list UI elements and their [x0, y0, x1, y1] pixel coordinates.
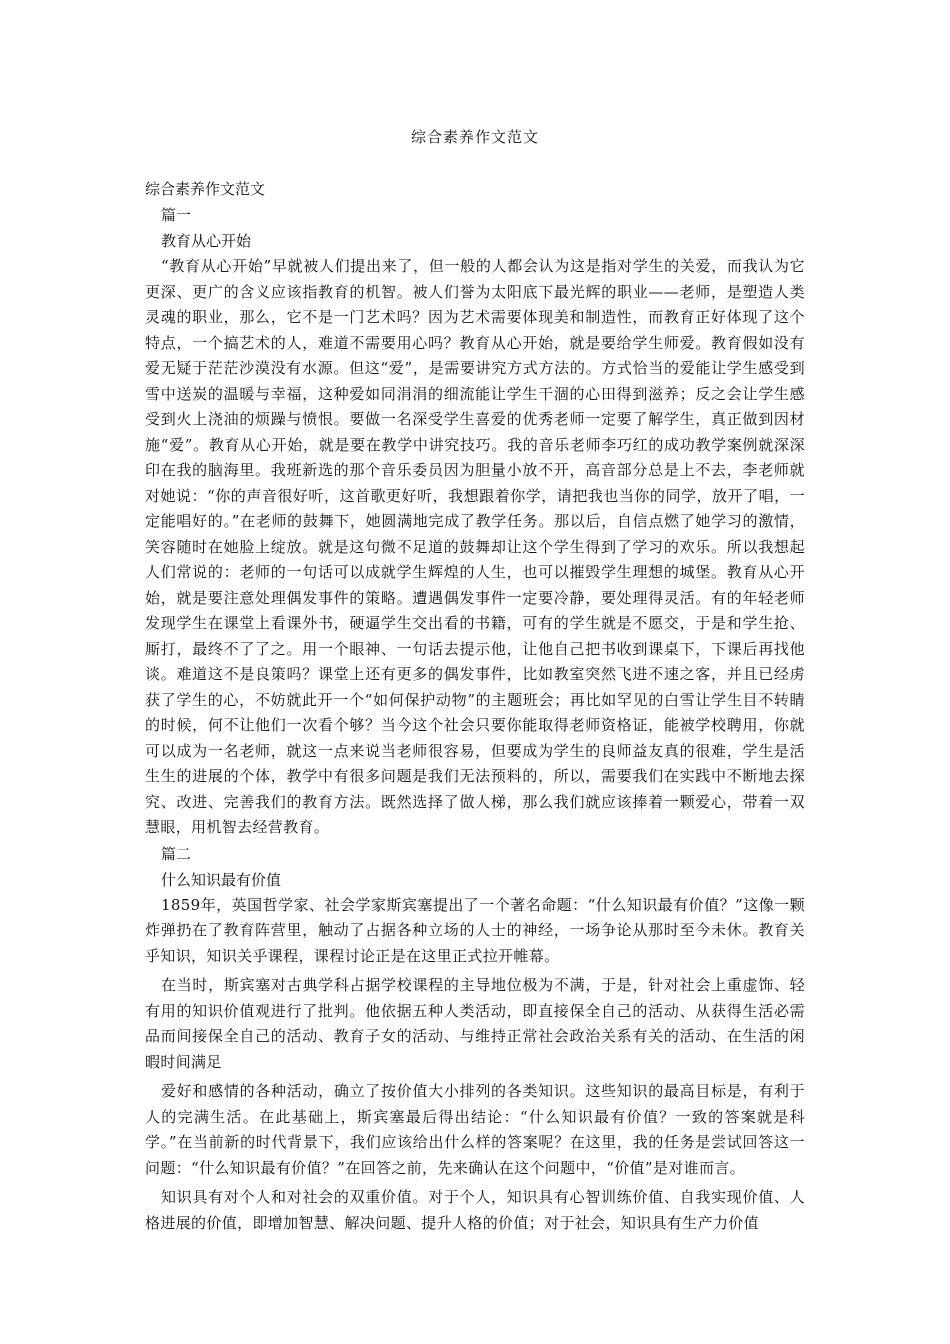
paragraph: 爱好和感情的各种活动，确立了按价值大小排列的各类知识。这些知识的最高目标是，有利于人的完满生活。在此基础上，斯宾塞最后得出结论：“什么知识最有价值？一致的答案就是科学。”在当前新的时代背景下，我们应该给出什么样的答案呢？在这里，我的任务是尝试回答这一问题：“什么知识最有价值？”在回答之前，先来确认在这个问题中，“价值”是对谁而言。	[145, 1082, 805, 1177]
document-subtitle: 综合素养作文范文	[145, 180, 266, 198]
section-2	[145, 841, 805, 1237]
paragraph: 知识具有对个人和对社会的双重价值。对于个人，知识具有心智训练价值、自我实现价值、人格进展的价值，即增加智慧、解决问题、提升人格的价值；对于社会，知识具有生产力价值	[145, 1188, 805, 1232]
section-heading: 教育从心开始	[161, 232, 252, 250]
section-label: 篇二	[161, 844, 192, 863]
document-body	[145, 176, 805, 1236]
section-1	[145, 202, 805, 841]
paragraph: “教育从心开始”早就被人们提出来了，但一般的人都会认为这是指对学生的关爱，而我认为它更深、更广的含义应该指教育的机智。被人们誉为太阳底下最光辉的职业——老师，是塑造人类灵魂的职业，那么，它不是一门艺术吗？因为艺术需要体现美和制造性，而教育正好体现了这个特点，一个搞艺术的人，难道不需要用心吗？教育从心开始，就是要给学生师爱。教育假如没有爱无疑于茫茫沙漠没有水源。但这“爱”，是需要讲究方式方法的。方式恰当的爱能让学生感受到雪中送炭的温暖与幸福，这种爱如同涓涓的细流能让学生干涸的心田得到滋养；反之会让学生感受到火上浇油的烦躁与愤恨。要做一名深受学生喜爱的优秀老师一定要了解学生，真正做到因材施“爱”。教育从心开始，就是要在教学中讲究技巧。我的音乐老师李巧红的成功教学案例就深深印在我的脑海里。我班新选的那个音乐委员因为胆量小放不开，高音部分总是上不去，李老师就对她说：“你的声音很好听，这首歌更好听，我想跟着你学，请把我也当你的同学，放开了唱，一定能唱好的。”在老师的鼓舞下，她圆满地完成了教学任务。那以后，自信点燃了她学习的激情，笑容随时在她脸上绽放。就是这句微不足道的鼓舞却让这个学生得到了学习的欢乐。所以我想起人们常说的：老师的一句话可以成就学生辉煌的人生，也可以摧毁学生理想的城堡。教育从心开始，就是要注意处理偶发事件的策略。遭遇偶发事件一定要冷静，要处理得灵活。有的年轻老师发现学生在课堂上看课外书，硬逼学生交出看的书籍，可有的学生就是不愿交，于是和学生抢、厮打，最终不了了之。用一个眼神、一句话去提示他，让他自己把书收到课桌下，下课后再找他谈。难道这不是良策吗？课堂上还有更多的偶发事件，比如教室突然飞进不速之客，并且已经虏获了学生的心，不妨就此开一个“如何保护动物”的主题班会；再比如罕见的白雪让学生目不转睛的时候，何不让他们一次看个够？当今这个社会只要你能取得老师资格证，能被学校聘用，你就可以成为一名老师，就这一点来说当老师很容易，但要成为学生的良师益友真的很难，学生是活生生的进展的个体，教学中有很多问题是我们无法预料的，所以，需要我们在实践中不断地去探究、改进、完善我们的教育方法。既然选择了做人梯，那么我们就应该捧着一颗爱心，带着一双慧眼，用机智去经营教育。	[145, 257, 805, 836]
paragraph: 1859年，英国哲学家、社会学家斯宾塞提出了一个著名命题：“什么知识最有价值？”这像一颗炸弹扔在了教育阵营里，触动了占据各种立场的人士的神经，一场争论从那时至今未休。教育关乎知识，知识关乎课程，课程讨论正是在这里正式拉开帷幕。	[145, 895, 805, 965]
section-heading: 什么知识最有价值	[161, 870, 282, 889]
document-title: 综合素养作文范文	[410, 128, 539, 146]
section-label: 篇一	[161, 206, 192, 224]
paragraph: 在当时，斯宾塞对古典学科占据学校课程的主导地位极为不满，于是，针对社会上重虚饰、轻有用的知识价值观进行了批判。他依据五种人类活动，即直接保全自己的活动、从获得生活必需品而间接保全自己的活动、教育子女的活动、与维持正常社会政治关系有关的活动、在生活的闲暇时间满足	[145, 976, 805, 1071]
